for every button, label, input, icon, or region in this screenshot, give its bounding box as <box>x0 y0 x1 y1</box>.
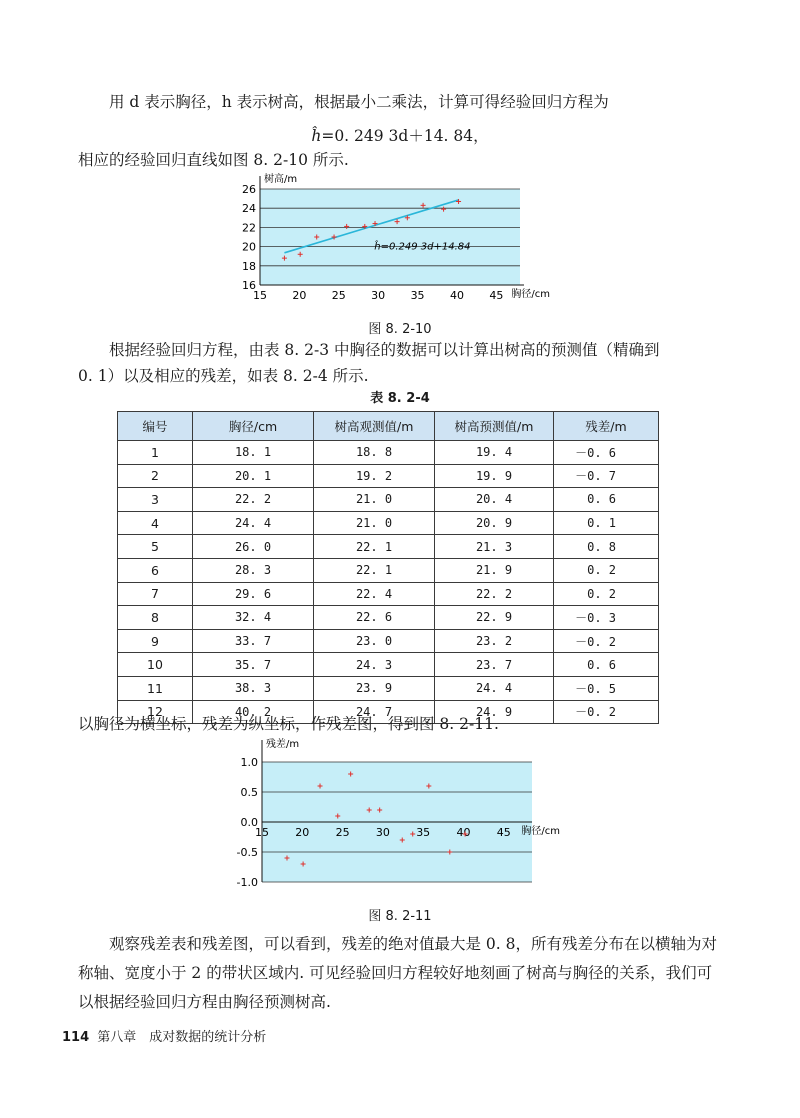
cell-observed: 18. 8 <box>314 441 435 465</box>
x-tick-label: 20 <box>295 826 310 839</box>
cell-residual: 0. 8 <box>554 535 659 559</box>
cell-predicted: 23. 7 <box>435 653 554 677</box>
y-axis-label: 残差/m <box>266 739 300 750</box>
cell-predicted: 21. 3 <box>435 535 554 559</box>
x-tick-label: 35 <box>416 826 431 839</box>
cell-id: 2 <box>118 464 193 488</box>
residual-scatter-chart <box>222 734 562 894</box>
cell-observed: 21. 0 <box>314 488 435 512</box>
cell-residual: 0. 6 <box>554 653 659 677</box>
cell-observed: 23. 9 <box>314 676 435 700</box>
cell-predicted: 19. 9 <box>435 464 554 488</box>
table-row <box>118 629 659 653</box>
cell-predicted: 24. 4 <box>435 676 554 700</box>
cell-residual: 0. 1 <box>554 511 659 535</box>
plot-band <box>260 189 520 285</box>
cell-id: 6 <box>118 558 193 582</box>
table-row <box>118 535 659 559</box>
table-row <box>118 653 659 677</box>
cell-id: 9 <box>118 629 193 653</box>
cell-diameter: 35. 7 <box>193 653 314 677</box>
table-row <box>118 511 659 535</box>
y-tick-label: 20 <box>242 240 256 254</box>
table-row <box>118 676 659 700</box>
page-footer <box>62 1026 266 1045</box>
regression-annotation: ĥ=0.249 3d+14.84 <box>374 241 471 253</box>
cell-diameter: 32. 4 <box>193 606 314 630</box>
formula-rhs: =0. 249 3d＋14. 84， <box>321 127 489 145</box>
cell-id: 5 <box>118 535 193 559</box>
cell-diameter: 18. 1 <box>193 441 314 465</box>
y-tick-label: 18 <box>242 259 256 273</box>
cell-diameter: 28. 3 <box>193 558 314 582</box>
intro-paragraph-line1: 用 d 表示胸径，h 表示树高，根据最小二乘法，计算可得经验回归方程为 <box>109 93 609 111</box>
y-axis-label: 树高/m <box>264 174 298 185</box>
cell-observed: 22. 4 <box>314 582 435 606</box>
cell-id: 8 <box>118 606 193 630</box>
x-tick-label: 25 <box>335 826 350 839</box>
y-tick-label: 0.5 <box>240 786 258 799</box>
header-predicted: 树高预测值/m <box>435 412 554 441</box>
cell-observed: 19. 2 <box>314 464 435 488</box>
para2-line1: 根据经验回归方程，由表 8. 2-3 中胸径的数据可以计算出树高的预测值（精确到 <box>109 341 660 359</box>
y-tick-label: -0.5 <box>236 846 258 859</box>
header-residual: 残差/m <box>554 412 659 441</box>
x-axis-label: 胸径/cm <box>521 826 560 837</box>
residual-table <box>117 411 659 724</box>
table-row <box>118 558 659 582</box>
x-axis-label: 胸径/cm <box>511 289 550 300</box>
cell-residual: －0. 6 <box>554 441 659 465</box>
cell-observed: 24. 3 <box>314 653 435 677</box>
cell-id: 12 <box>118 700 193 724</box>
cell-residual: －0. 3 <box>554 606 659 630</box>
cell-id: 7 <box>118 582 193 606</box>
x-tick-label: 15 <box>253 289 267 302</box>
table-row <box>118 488 659 512</box>
cell-predicted: 19. 4 <box>435 441 554 465</box>
formula-lhs: ĥ <box>311 127 322 145</box>
cell-observed: 23. 0 <box>314 629 435 653</box>
chapter-title: 第八章 成对数据的统计分析 <box>97 1030 267 1045</box>
cell-diameter: 29. 6 <box>193 582 314 606</box>
x-tick-label: 45 <box>496 826 511 839</box>
cell-predicted: 22. 2 <box>435 582 554 606</box>
cell-residual: 0. 2 <box>554 582 659 606</box>
cell-predicted: 22. 9 <box>435 606 554 630</box>
cell-residual: －0. 2 <box>554 700 659 724</box>
cell-predicted: 24. 9 <box>435 700 554 724</box>
cell-diameter: 22. 2 <box>193 488 314 512</box>
cell-observed: 24. 7 <box>314 700 435 724</box>
cell-predicted: 23. 2 <box>435 629 554 653</box>
table-row <box>118 582 659 606</box>
cell-diameter: 26. 0 <box>193 535 314 559</box>
cell-predicted: 20. 9 <box>435 511 554 535</box>
table-row <box>118 441 659 465</box>
figure2-caption: 图 8. 2-11 <box>368 909 432 924</box>
cell-predicted: 21. 9 <box>435 558 554 582</box>
table-row <box>118 464 659 488</box>
regression-scatter-chart <box>230 172 560 307</box>
cell-observed: 22. 6 <box>314 606 435 630</box>
x-tick-label: 20 <box>292 289 307 302</box>
page-number: 114 <box>62 1030 90 1045</box>
cell-id: 11 <box>118 676 193 700</box>
para3-line1: 以胸径为横坐标，残差为纵坐标，作残差图，得到图 8. 2-11. <box>78 715 499 733</box>
cell-residual: 0. 2 <box>554 558 659 582</box>
y-tick-label: 24 <box>242 202 256 216</box>
cell-id: 4 <box>118 511 193 535</box>
x-tick-label: 45 <box>489 289 504 302</box>
cell-diameter: 20. 1 <box>193 464 314 488</box>
x-tick-label: 30 <box>375 826 390 839</box>
cell-residual: －0. 2 <box>554 629 659 653</box>
x-tick-label: 35 <box>410 289 425 302</box>
header-diameter: 胸径/cm <box>193 412 314 441</box>
cell-residual: －0. 7 <box>554 464 659 488</box>
y-tick-label: 16 <box>242 279 256 292</box>
y-tick-label: 0.0 <box>240 816 258 829</box>
y-tick-label: 1.0 <box>240 756 258 769</box>
cell-observed: 22. 1 <box>314 558 435 582</box>
cell-id: 10 <box>118 653 193 677</box>
cell-diameter: 24. 4 <box>193 511 314 535</box>
figure1-caption: 图 8. 2-10 <box>368 322 432 337</box>
y-tick-label: -1.0 <box>236 876 258 889</box>
cell-diameter: 40. 2 <box>193 700 314 724</box>
cell-id: 1 <box>118 441 193 465</box>
y-tick-label: 26 <box>242 183 256 196</box>
header-observed: 树高观测值/m <box>314 412 435 441</box>
x-tick-label: 25 <box>331 289 346 302</box>
table-header-row <box>118 412 659 441</box>
regression-formula <box>0 124 800 146</box>
table-row <box>118 606 659 630</box>
cell-observed: 21. 0 <box>314 511 435 535</box>
table-title: 表 8. 2-4 <box>370 391 430 406</box>
conclusion-paragraph: 观察残差表和残差图，可以看到，残差的绝对值最大是 0. 8，所有残差分布在以横轴为对称轴、宽度小于 2 的带状区域内. 可见经验回归方程较好地刻画了树高与胸径的关系，我们可以根据经验回归方程由胸径预测树高. <box>78 935 718 1011</box>
cell-diameter: 33. 7 <box>193 629 314 653</box>
x-tick-label: 15 <box>255 826 269 839</box>
x-tick-label: 30 <box>371 289 386 302</box>
cell-residual: 0. 6 <box>554 488 659 512</box>
cell-id: 3 <box>118 488 193 512</box>
cell-observed: 22. 1 <box>314 535 435 559</box>
cell-diameter: 38. 3 <box>193 676 314 700</box>
y-tick-label: 22 <box>242 221 256 235</box>
x-tick-label: 40 <box>449 289 464 302</box>
para2-line2: 0. 1）以及相应的残差，如表 8. 2-4 所示. <box>78 367 369 385</box>
intro-paragraph-line2: 相应的经验回归直线如图 8. 2-10 所示. <box>78 151 349 169</box>
cell-predicted: 20. 4 <box>435 488 554 512</box>
cell-residual: －0. 5 <box>554 676 659 700</box>
x-tick-label: 40 <box>456 826 471 839</box>
header-id: 编号 <box>118 412 193 441</box>
